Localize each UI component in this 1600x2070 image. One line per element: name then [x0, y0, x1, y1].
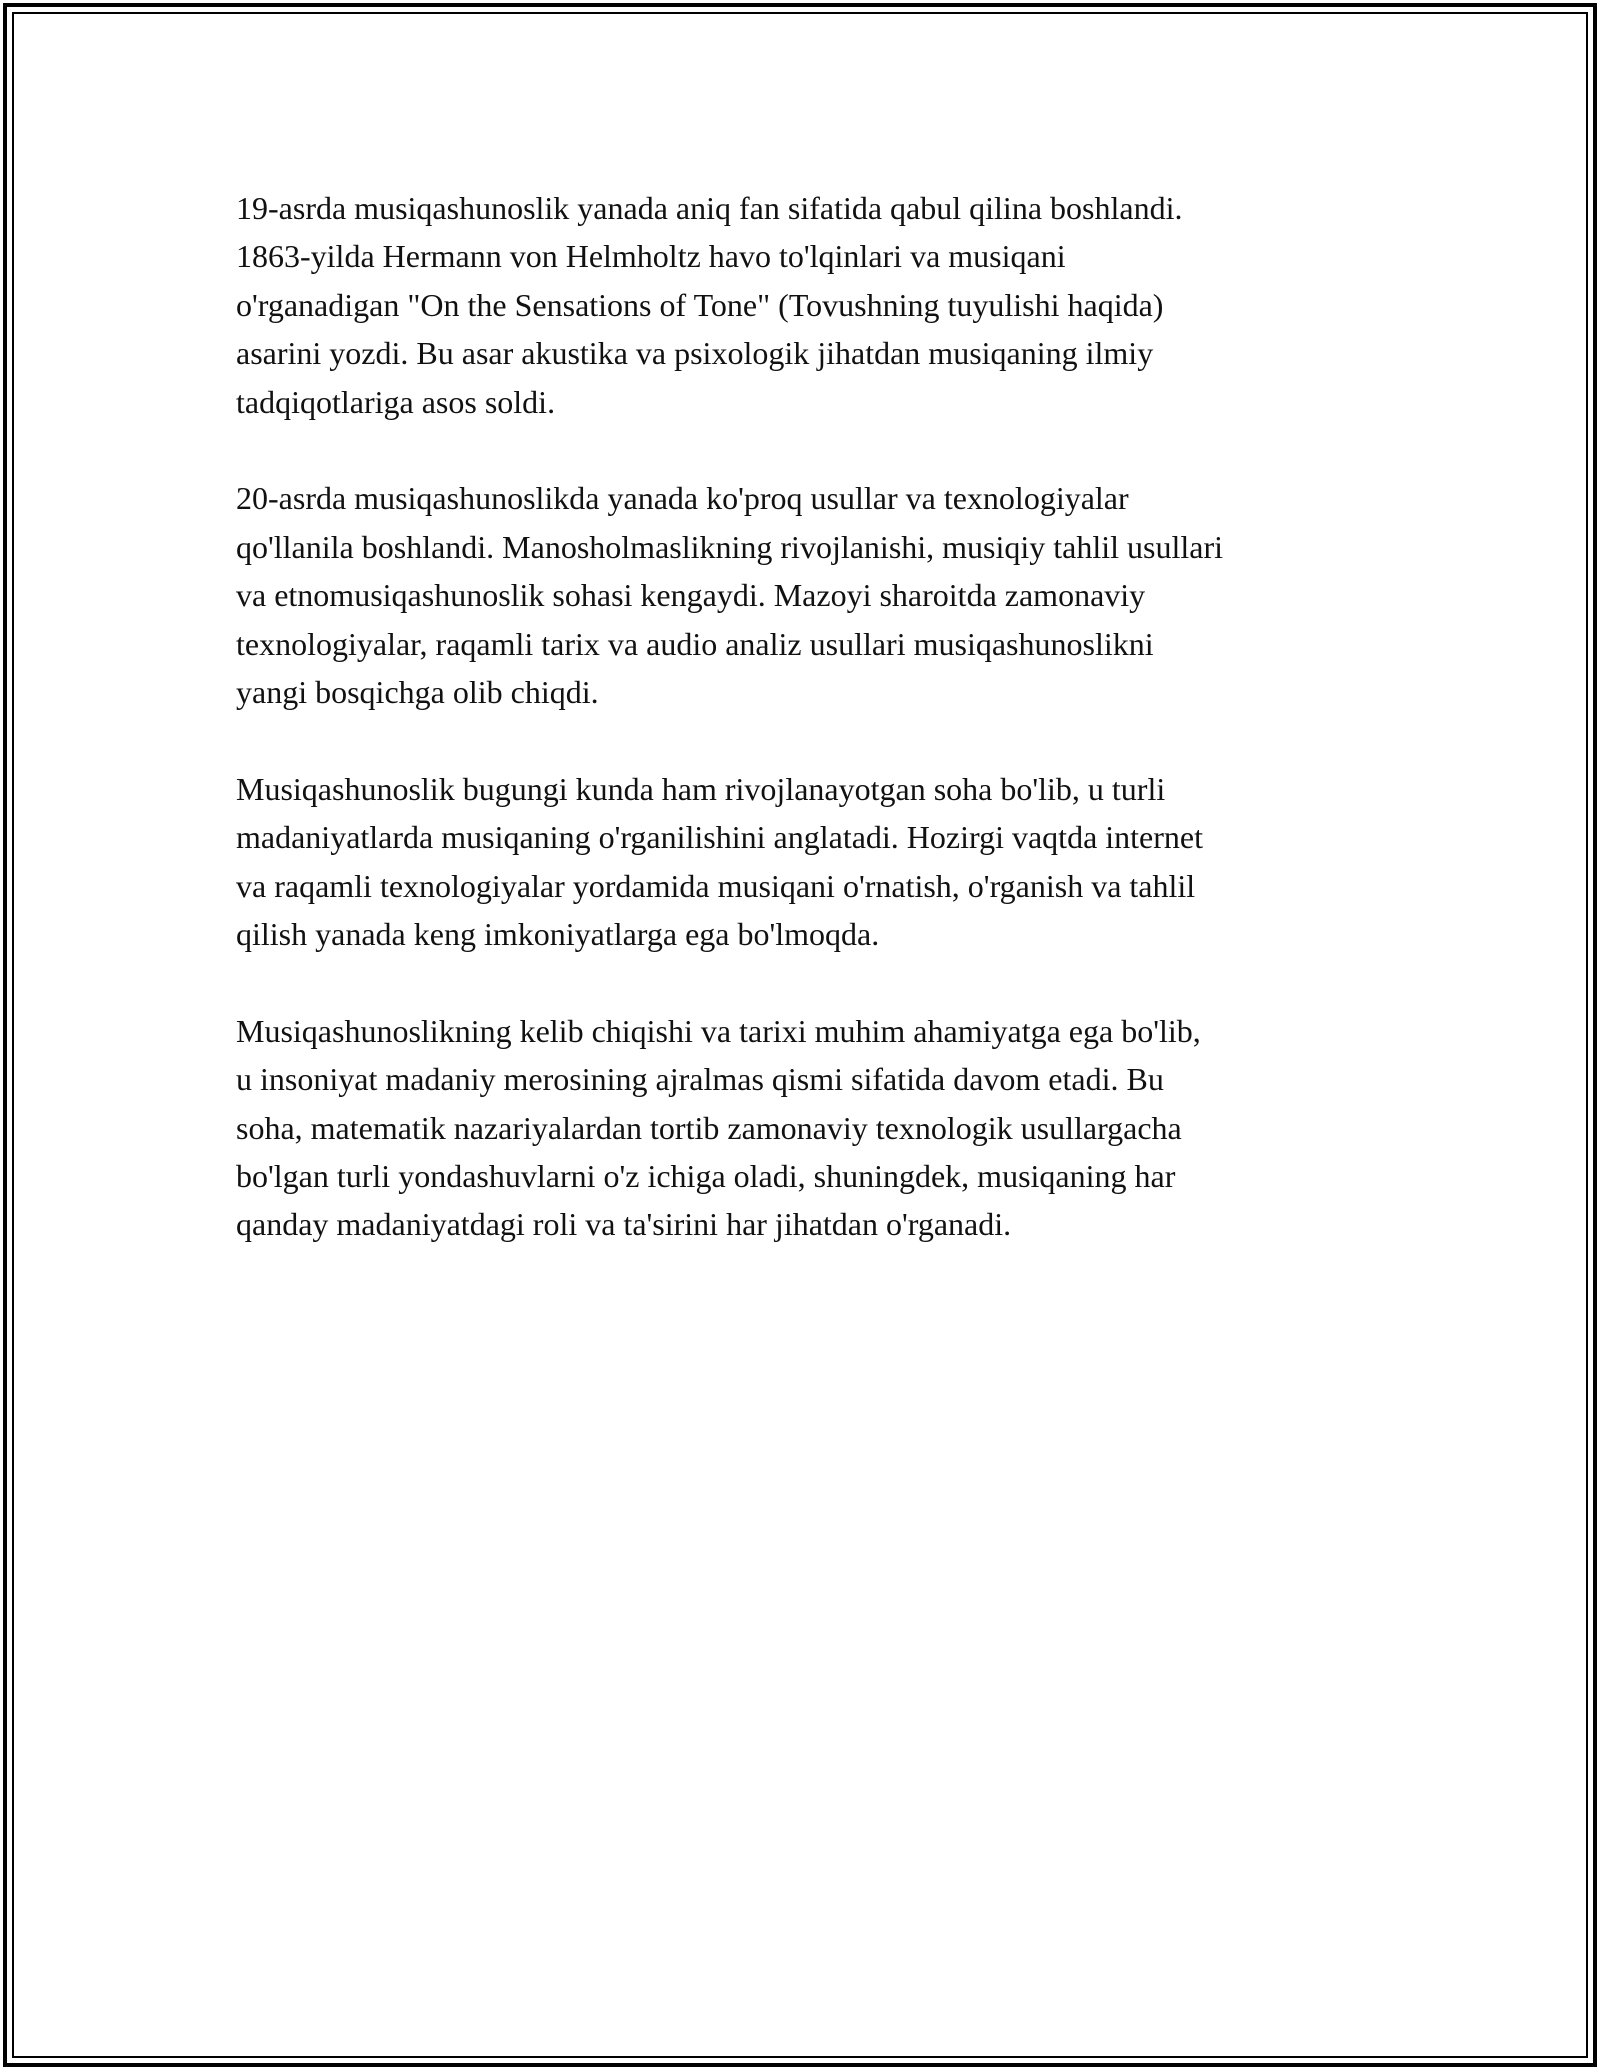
paragraph-3: Musiqashunoslik bugungi kunda ham rivojlanayotgan soha bo'lib, u turli madaniyatlarda musiqaning o'rganilishini anglatadi. Hozirgi vaqtda internet va raqamli texnologiyalar yordamida musiqani o'rnatish, o'rganish va tahlil qilish yanada keng imkoniyatlarga ega bo'lmoqda. — [236, 770, 1203, 953]
paragraph-4: Musiqashunoslikning kelib chiqishi va tarixi muhim ahamiyatga ega bo'lib, u insoniyat madaniy merosining ajralmas qismi sifatida davom etadi. Bu soha, matematik nazariyalardan tortib zamonaviy texnologik usullargacha bo'lgan turli yondashuvlarni o'z ichiga oladi, shuningdek, musiqaning har qanday madaniyatdagi roli va ta'sirini har jihatdan o'rganadi. — [236, 1012, 1201, 1243]
paragraph-2: 20-asrda musiqashunoslikda yanada ko'proq usullar va texnologiyalar qo'llanila boshlandi. Manosholmaslikning rivojlanishi, musiqiy tahlil usullari va etnomusiqashunoslik sohasi kengaydi. Mazoyi sharoitda zamonaviy texnologiyalar, raqamli tarix va audio analiz usullari musiqashunoslikni yangi bosqichga olib chiqdi. — [236, 480, 1224, 711]
paragraph-1: 19-asrda musiqashunoslik yanada aniq fan sifatida qabul qilina boshlandi. 1863-yilda Hermann von Helmholtz havo to'lqinlari va musiqani o'rganadigan "On the Sensations of Tone" (Tovushning tuyulishi haqida) asarini yozdi. Bu asar akustika va psixologik jihatdan musiqaning ilmiy tadqiqotlariga asos soldi. — [236, 190, 1183, 420]
document-body — [236, 184, 1376, 1297]
